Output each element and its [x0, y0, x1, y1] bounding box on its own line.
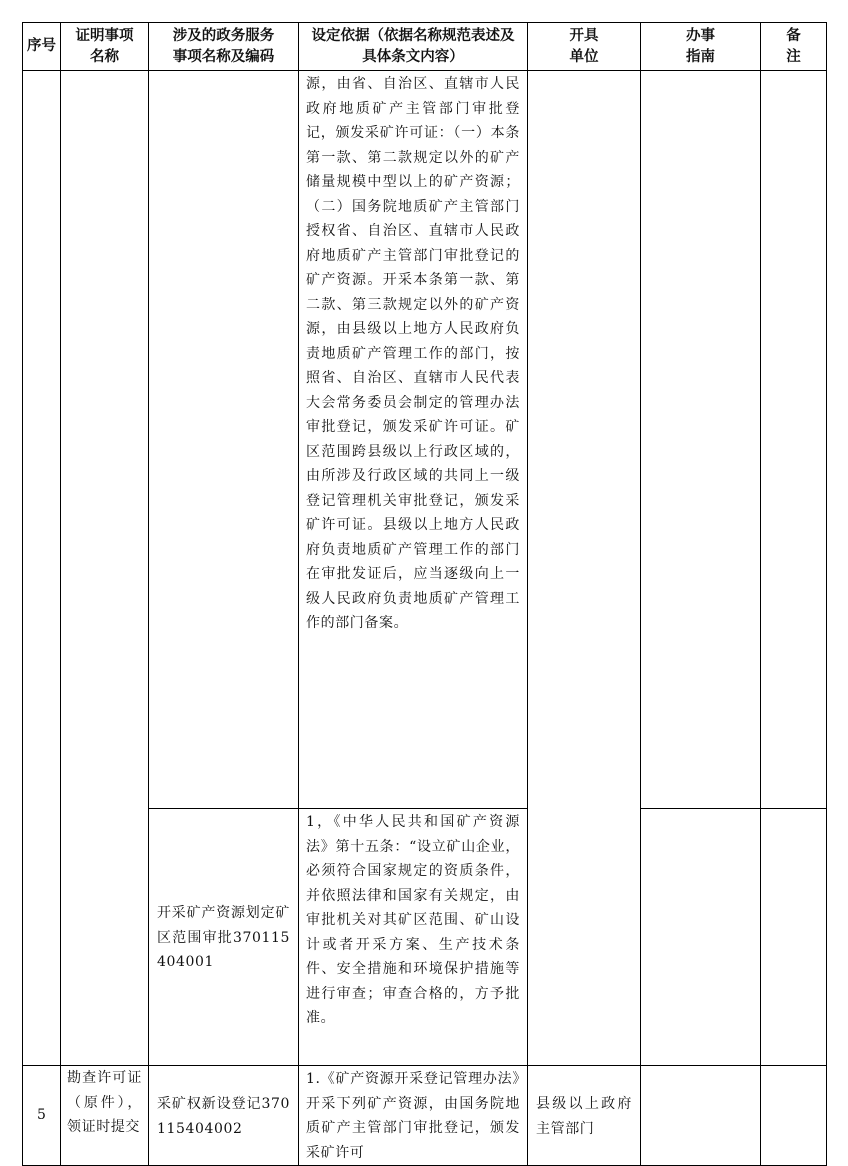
- header-service: [149, 23, 299, 71]
- cert-name-cell: [61, 71, 149, 1066]
- basis-text: 1.《矿产资源开采登记管理办法》开采下列矿产资源，由国务院地质矿产主管部门审批登记，颁发采矿许可: [306, 1071, 520, 1161]
- cert-name-cell: [61, 1066, 149, 1166]
- certification-table: [22, 22, 827, 1166]
- service-cell: [149, 71, 299, 809]
- header-issuer-text: 开具单位: [569, 27, 599, 65]
- header-basis-text: 设定依据（依据名称规范表述及具体条文内容）: [311, 27, 515, 65]
- header-seq: 序号: [23, 23, 61, 71]
- guide-cell: [641, 1066, 761, 1166]
- service-cell: [149, 809, 299, 1066]
- remark-cell: [761, 1066, 827, 1166]
- table-row: [23, 71, 827, 809]
- basis-text: 1，《中华人民共和国矿产资源法》第十五条：“设立矿山企业，必须符合国家规定的资质条件，并依照法律和国家有关规定，由审批机关对其矿区范围、矿山设计或者开采方案、生产技术条件、安全措施和环境保护措施等进行审查；审查合格的，方予批准。: [306, 814, 520, 1026]
- seq-text: 5: [37, 1107, 46, 1124]
- seq-cell: [23, 71, 61, 1066]
- header-remark: [761, 23, 827, 71]
- header-cert-name: [61, 23, 149, 71]
- basis-cell: [299, 71, 528, 809]
- cert-name-text: 勘查许可证（原件），领证时提交: [67, 1070, 142, 1135]
- service-text: 采矿权新设登记370115404002: [157, 1096, 290, 1137]
- header-guide-text: 办事指南: [686, 27, 715, 65]
- basis-cell: [299, 1066, 528, 1166]
- header-service-text: 涉及的政务服务事项名称及编码: [172, 27, 275, 65]
- basis-text: 源，由省、自治区、直辖市人民政府地质矿产主管部门审批登记，颁发采矿许可证：（一）本条第一款、第二款规定以外的矿产储量规模中型以上的矿产资源；（二）国务院地质矿产主管部门授权省、自治区、直辖市人民政府地质矿产主管部门审批登记的矿产资源。开采本条第一款、第二款、第三款规定以外的矿产资源，由县级以上地方人民政府负责地质矿产管理工作的部门，按照省、自治区、直辖市人民代表大会常务委员会制定的管理办法审批登记，颁发采矿许可证。矿区范围跨县级以上行政区域的，由所涉及行政区域的共同上一级登记管理机关审批登记，颁发采矿许可证。县级以上地方人民政府负责地质矿产管理工作的部门在审批发证后，应当逐级向上一级人民政府负责地质矿产管理工作的部门备案。: [306, 76, 520, 631]
- header-cert-name-text: 证明事项名称: [75, 27, 134, 65]
- header-guide: [641, 23, 761, 71]
- seq-cell: [23, 1066, 61, 1166]
- header-basis: [299, 23, 528, 71]
- issuer-cell: [528, 71, 641, 1066]
- table-header-row: [23, 23, 827, 71]
- table-row: [23, 1066, 827, 1166]
- guide-cell: [641, 71, 761, 809]
- document-page: [22, 22, 826, 1161]
- header-remark-text: 备注: [786, 27, 801, 65]
- guide-cell: [641, 809, 761, 1066]
- remark-cell: [761, 71, 827, 809]
- issuer-cell: [528, 1066, 641, 1166]
- issuer-text: 县级以上政府主管部门: [536, 1096, 632, 1137]
- header-issuer: [528, 23, 641, 71]
- service-cell: [149, 1066, 299, 1166]
- service-text: 开采矿产资源划定矿区范围审批370115404001: [157, 905, 290, 971]
- remark-cell: [761, 809, 827, 1066]
- basis-cell: [299, 809, 528, 1066]
